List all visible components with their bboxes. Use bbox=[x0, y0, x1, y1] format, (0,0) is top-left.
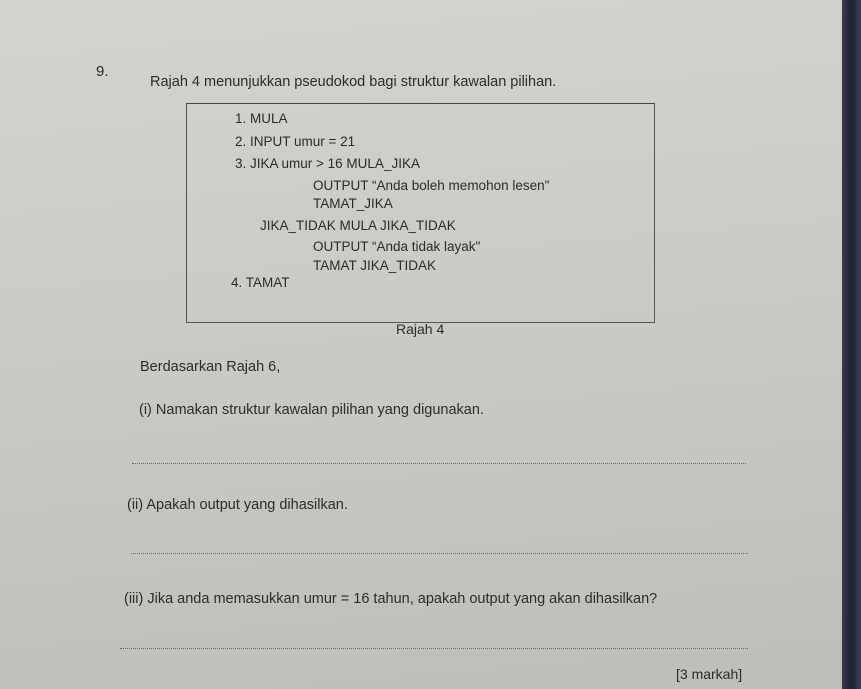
answer-line-iii bbox=[120, 648, 748, 649]
pseudocode-line: TAMAT_JIKA bbox=[313, 196, 393, 211]
figure-caption: Rajah 4 bbox=[396, 321, 445, 337]
pseudocode-line: OUTPUT “Anda tidak layak" bbox=[313, 239, 481, 254]
pseudocode-line: 2. INPUT umur = 21 bbox=[235, 134, 356, 149]
background-fabric-edge bbox=[842, 0, 861, 689]
question-intro: Rajah 4 menunjukkan pseudokod bagi struktur kawalan pilihan. bbox=[150, 74, 557, 90]
marks-label: [3 markah] bbox=[676, 666, 743, 682]
pseudocode-line: TAMAT JIKA_TIDAK bbox=[313, 258, 437, 273]
question-i: (i) Namakan struktur kawalan pilihan yang digunakan. bbox=[139, 402, 484, 418]
answer-line-i bbox=[132, 463, 746, 464]
pseudocode-line: 3. JIKA umur > 16 MULA_JIKA bbox=[235, 156, 420, 171]
question-number: 9. bbox=[96, 63, 109, 80]
pseudocode-line: OUTPUT “Anda boleh memohon lesen" bbox=[313, 178, 550, 193]
pseudocode-line: 4. TAMAT bbox=[231, 275, 290, 290]
answer-line-ii bbox=[131, 553, 748, 554]
question-iii: (iii) Jika anda memasukkan umur = 16 tahun, apakah output yang akan dihasilkan? bbox=[124, 591, 658, 607]
question-ii: (ii) Apakah output yang dihasilkan. bbox=[127, 497, 348, 513]
pseudocode-line: 1. MULA bbox=[235, 111, 288, 126]
questions-intro: Berdasarkan Rajah 6, bbox=[140, 359, 281, 375]
pseudocode-line: JIKA_TIDAK MULA JIKA_TIDAK bbox=[260, 218, 456, 233]
